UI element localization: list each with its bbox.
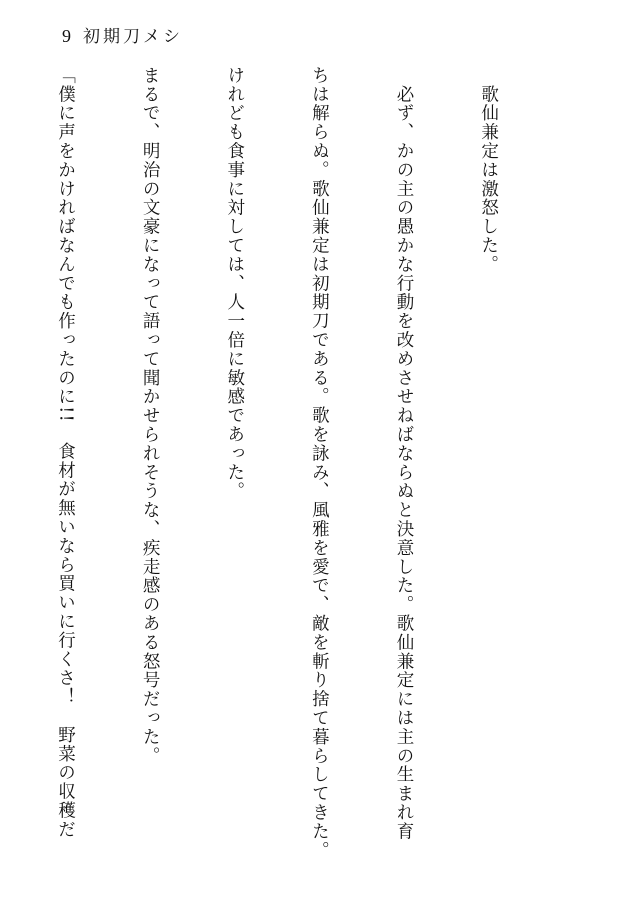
text-line: けれども食事に対しては、人一倍に敏感であった。 (224, 66, 245, 501)
book-title: 初期刀メシ (83, 27, 183, 47)
page-number: 9 (62, 26, 71, 46)
text-line: 「僕に声をかければなんでも作ったのに!! 食材が無いなら買いに行くさ！ 野菜の収穫だ (55, 66, 76, 839)
text-line: 歌仙兼定は激怒した。 (478, 66, 499, 274)
page-header (62, 22, 183, 47)
text-line: ちは解らぬ。歌仙兼定は初期刀である。歌を詠み、風雅を愛で、敵を斬り捨て暮らしてきた。 (309, 66, 330, 860)
text-line: 必ず、かの主の愚かな行動を改めさせねばならぬと決意した。歌仙兼定には主の生まれ育 (393, 66, 414, 841)
text-line: まるで、明治の文豪になって語って聞かせられそうな、疾走感のある怒号だった。 (140, 66, 161, 766)
vertical-text-body (55, 66, 559, 866)
